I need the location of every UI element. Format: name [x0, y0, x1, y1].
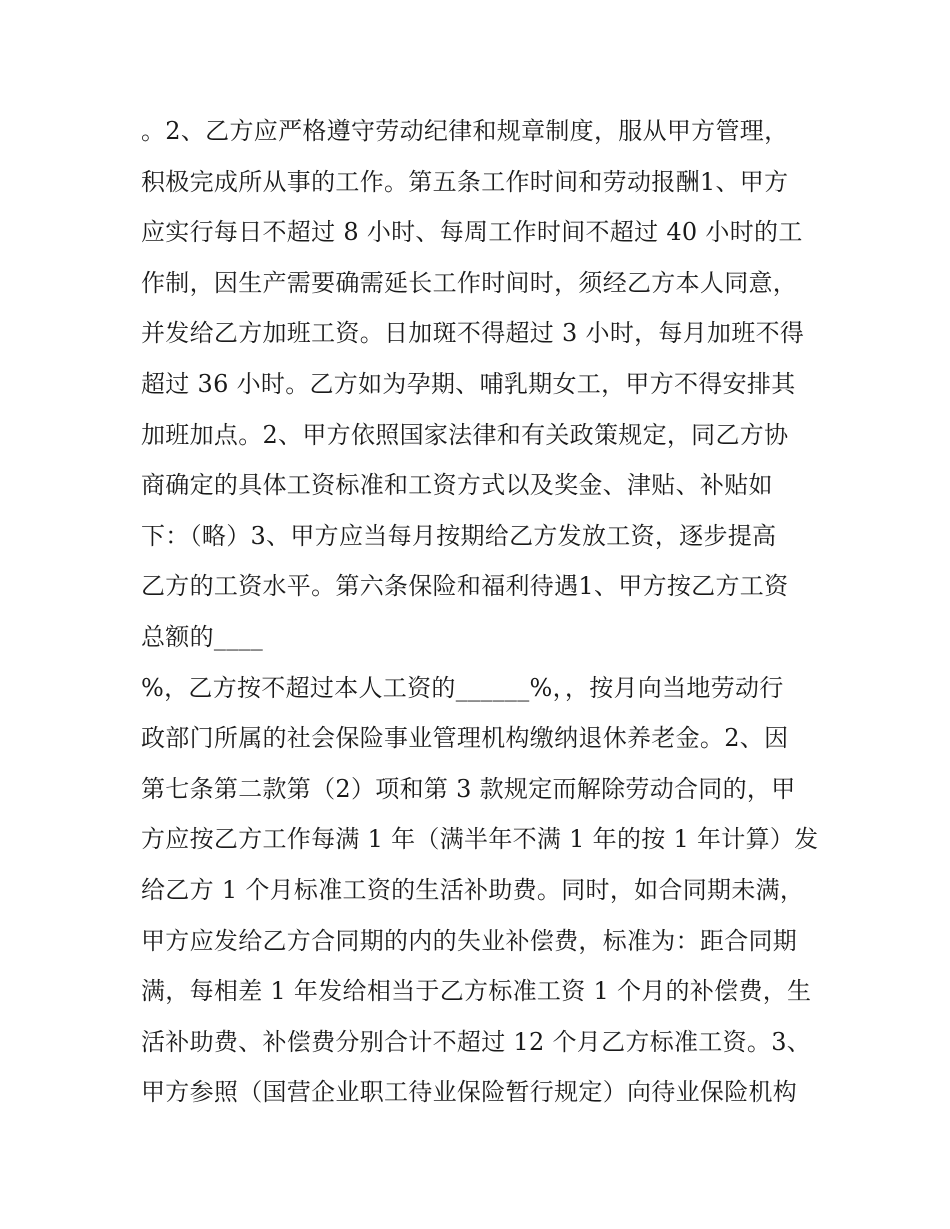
text-line: 方应按乙方工作每满 1 年（满半年不满 1 年的按 1 年计算）发: [141, 825, 819, 854]
text-line: 甲方应发给乙方合同期的内的失业补偿费，标准为：距合同期: [141, 926, 798, 955]
text-line: 第七条第二款第（2）项和第 3 款规定而解除劳动合同的，甲: [141, 774, 796, 803]
text-line: 下：（略）3、甲方应当每月按期给乙方发放工资，逐步提高: [141, 521, 777, 550]
text-line: 。2、乙方应严格遵守劳动纪律和规章制度，服从甲方管理，: [141, 117, 789, 145]
text-line: 政部门所属的社会保险事业管理机构缴纳退休养老金。2、因: [141, 724, 789, 753]
text-line: 活补助费、补偿费分别合计不超过 12 个月乙方标准工资。3、: [141, 1027, 812, 1056]
text-line: %，乙方按不超过本人工资的______%，，按月向当地劳动行: [141, 673, 784, 702]
text-line: 甲方参照（国营企业职工待业保险暂行规定）向待业保险机构: [141, 1078, 798, 1107]
text-line: 积极完成所从事的工作。第五条工作时间和劳动报酬1、甲方: [141, 167, 789, 196]
text-line: 商确定的具体工资标准和工资方式以及奖金、津贴、补贴如: [141, 471, 773, 500]
text-line: 超过 36 小时。乙方如为孕期、哺乳期女工，甲方不得安排其: [141, 369, 796, 398]
contract-body-text: [141, 106, 831, 1118]
text-line: 满，每相差 1 年发给相当于乙方标准工资 1 个月的补偿费，生: [141, 977, 812, 1006]
text-line: 作制，因生产需要确需延长工作时间时，须经乙方本人同意，: [141, 268, 798, 297]
text-line: 加班加点。2、甲方依照国家法律和有关政策规定，同乙方协: [141, 420, 789, 449]
text-line: 并发给乙方加班工资。日加斑不得超过 3 小时，每月加班不得: [141, 319, 805, 348]
text-line: 给乙方 1 个月标准工资的生活补助费。同时，如合同期未满，: [141, 875, 805, 904]
text-line: 应实行每日不超过 8 小时、每周工作时间不超过 40 小时的工: [141, 218, 803, 247]
text-line: 总额的____: [141, 622, 264, 651]
text-line: 乙方的工资水平。第六条保险和福利待遇1、甲方按乙方工资: [141, 572, 789, 601]
